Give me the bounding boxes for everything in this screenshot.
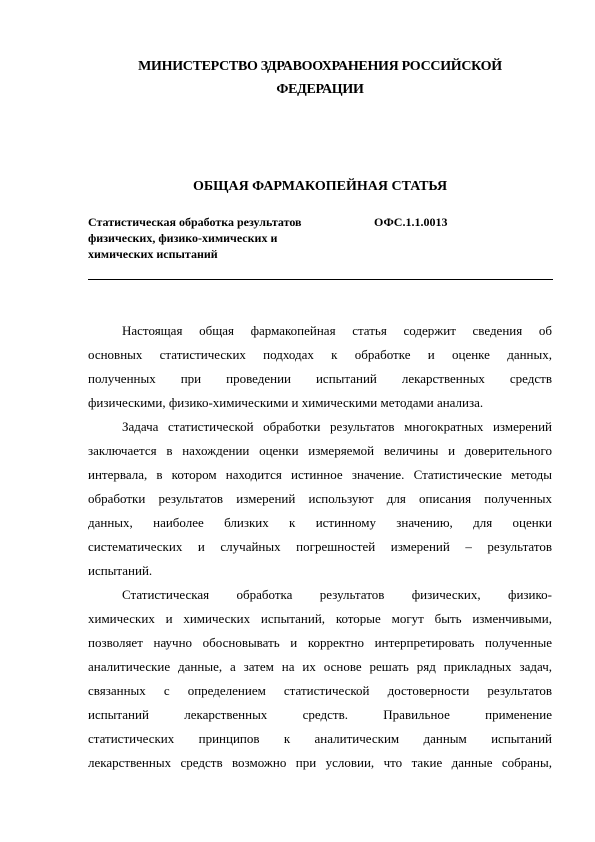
- ministry-heading: [100, 55, 540, 101]
- article-type-heading: ОБЩАЯ ФАРМАКОПЕЙНАЯ СТАТЬЯ: [192, 179, 448, 194]
- paragraph-line: Статистическая обработка результатов физических, физико-: [122, 587, 552, 602]
- ministry-heading-line-2: ФЕДЕРАЦИИ: [276, 82, 364, 97]
- article-body: [88, 319, 552, 775]
- paragraph-intro: [88, 319, 552, 415]
- paragraph-line: химических и химических испытаний, которые могут быть изменчивыми,: [88, 611, 552, 626]
- paragraph-line: обработки результатов измерений используют для описания полученных: [88, 491, 552, 506]
- article-title-line-2: физических, физико-химических и: [88, 231, 278, 245]
- article-code: ОФС.1.1.0013: [374, 215, 448, 229]
- paragraph-task: [88, 415, 552, 583]
- paragraph-processing: [88, 583, 552, 775]
- paragraph-line: аналитические данные, а затем на их основе решать ряд прикладных задач,: [88, 659, 552, 674]
- paragraph-line: интервала, в котором находится истинное значение. Статистические методы: [88, 467, 552, 482]
- paragraph-line: статистических принципов к аналитическим данным испытаний: [88, 731, 552, 746]
- paragraph-line: систематических и случайных погрешностей измерений – результатов: [88, 539, 552, 554]
- paragraph-line: полученных при проведении испытаний лекарственных средств: [88, 371, 552, 386]
- paragraph-line: испытаний.: [88, 563, 153, 578]
- article-title-line-3: химических испытаний: [88, 247, 218, 261]
- article-title: [88, 214, 338, 262]
- paragraph-line: лекарственных средств возможно при условии, что такие данные собраны,: [88, 755, 552, 770]
- paragraph-line: физическими, физико-химическими и химическими методами анализа.: [88, 395, 484, 410]
- article-title-line-1: Статистическая обработка результатов: [88, 215, 302, 229]
- paragraph-line: основных статистических подходах к обработке и оценке данных,: [88, 347, 552, 362]
- horizontal-rule: [88, 279, 553, 280]
- paragraph-line: позволяет научно обосновывать и корректно интерпретировать полученные: [88, 635, 552, 650]
- paragraph-line: заключается в нахождении оценки измеряемой величины и доверительного: [88, 443, 552, 458]
- paragraph-line: Задача статистической обработки результатов многократных измерений: [122, 419, 552, 434]
- paragraph-line: Настоящая общая фармакопейная статья содержит сведения об: [122, 323, 552, 338]
- paragraph-line: связанных с определением статистической достоверности результатов: [88, 683, 552, 698]
- paragraph-line: испытаний лекарственных средств. Правильное применение: [88, 707, 552, 722]
- paragraph-line: данных, наиболее близких к истинному значению, для оценки: [88, 515, 552, 530]
- ministry-heading-line-1: МИНИСТЕРСТВО ЗДРАВООХРАНЕНИЯ РОССИЙСКОЙ: [138, 59, 502, 74]
